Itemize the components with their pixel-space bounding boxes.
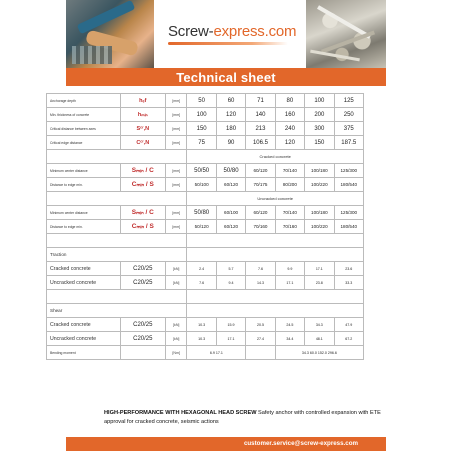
value-cell: 60 [216,94,245,108]
concrete-grade: C20/25 [120,332,165,346]
table-row [47,178,364,192]
value-cell: 240 [275,122,304,136]
bending-values-left: 6.9 17.1 [187,346,246,360]
row-label: Cracked concrete [47,262,121,276]
table-row [47,262,364,276]
table-row [47,318,364,332]
section-filler [47,290,187,304]
value-cell: 100 [187,108,216,122]
row-label: Uncracked concrete [47,276,121,290]
value-cell: 125/300 [334,206,363,220]
row-unit: [kN] [166,276,187,290]
value-cell: 250 [334,108,363,122]
value-cell: 15.9 [216,318,245,332]
value-cell: 160 [275,108,304,122]
section-row [47,192,364,206]
value-cell: 100/220 [305,178,334,192]
row-unit: [mm] [166,122,187,136]
value-cell: 120 [275,136,304,150]
concrete-grade: C20/25 [120,318,165,332]
value-cell: 9.9 [275,262,304,276]
row-symbol: Cₘᵢₙ / S [120,220,165,234]
table-row [47,122,364,136]
value-cell: 120 [216,108,245,122]
value-cell: 50/100 [187,178,216,192]
table-row [47,164,364,178]
blank-cell [120,346,165,360]
row-label: Distance to edge min. [47,178,121,192]
concrete-grade: C20/25 [120,262,165,276]
row-unit: [kN] [166,262,187,276]
value-cell: 150 [187,122,216,136]
table-row [47,136,364,150]
section-filler [187,304,364,318]
bending-values-right: 34.3 60.0 152.0 296.6 [275,346,363,360]
bending-row [47,346,364,360]
section-filler [187,248,364,262]
value-cell: 20.5 [246,318,275,332]
screws-photo [306,0,386,68]
row-unit: [mm] [166,220,187,234]
value-cell: 125 [334,94,363,108]
value-cell: 187.5 [334,136,363,150]
value-cell: 10.3 [187,318,216,332]
value-cell: 140 [246,108,275,122]
value-cell: 24.5 [275,318,304,332]
value-cell: 90 [216,136,245,150]
table-row [47,220,364,234]
value-cell: 70/160 [246,220,275,234]
value-cell: 300 [305,122,334,136]
value-cell: 60/120 [246,206,275,220]
value-cell: 70/160 [275,220,304,234]
section-title: Shear [47,304,187,318]
sheet-title: Technical sheet [176,69,276,85]
value-cell: 70/175 [246,178,275,192]
value-cell: 17.1 [305,262,334,276]
section-row [47,248,364,262]
value-cell: 150 [305,136,334,150]
value-cell: 27.4 [246,332,275,346]
value-cell: 375 [334,122,363,136]
value-cell: 67.2 [334,332,363,346]
section-title [187,290,364,304]
section-title: Traction [47,248,187,262]
value-cell: 213 [246,122,275,136]
value-cell: 23.8 [305,276,334,290]
value-cell: 70/140 [275,206,304,220]
value-cell: 9.4 [216,276,245,290]
value-cell: 70/140 [275,164,304,178]
table-row [47,94,364,108]
row-label: Anchorage depth [47,94,121,108]
value-cell: 100/180 [305,206,334,220]
value-cell: 14.3 [246,276,275,290]
page-header [66,0,386,68]
value-cell: 180/540 [334,220,363,234]
value-cell: 125/300 [334,164,363,178]
row-label: Minimum center distance [47,206,121,220]
product-description: HIGH-PERFORMANCE WITH HEXAGONAL HEAD SCREW Safety anchor with controlled expansion with ETE approval for cracked concrete, seismic actions [104,410,381,425]
row-unit: [kN] [166,332,187,346]
table-row [47,108,364,122]
row-unit: [mm] [166,108,187,122]
row-label: Uncracked concrete [47,332,121,346]
value-cell: 5.7 [216,262,245,276]
value-cell: 48.1 [305,332,334,346]
logo-swoosh [168,42,288,45]
value-cell: 60/120 [246,164,275,178]
section-row [47,304,364,318]
value-cell: 50/80 [216,164,245,178]
row-symbol: Cᶜʳ,N [120,136,165,150]
value-cell: 50 [187,94,216,108]
value-cell: 17.1 [275,276,304,290]
row-unit: [mm] [166,136,187,150]
row-symbol: hₑf [120,94,165,108]
value-cell: 180/540 [334,178,363,192]
page-footer [66,437,386,451]
value-cell: 71 [246,94,275,108]
value-cell: 17.1 [216,332,245,346]
row-label: Critical edge distance [47,136,121,150]
section-filler [47,150,187,164]
blank-cell [246,346,275,360]
value-cell: 60/100 [216,206,245,220]
row-label: Bending moment [47,346,121,360]
value-cell: 7.6 [187,276,216,290]
spec-table [46,93,364,360]
value-cell: 80/200 [275,178,304,192]
value-cell: 200 [305,108,334,122]
row-symbol: Sₘᵢₙ / C [120,164,165,178]
value-cell: 100/180 [305,164,334,178]
section-row [47,290,364,304]
table-row [47,332,364,346]
section-title [187,234,364,248]
row-label: Distance to edge min. [47,220,121,234]
row-unit: [mm] [166,206,187,220]
value-cell: 50/50 [187,164,216,178]
value-cell: 10.3 [187,332,216,346]
value-cell: 50/120 [187,220,216,234]
value-cell: 23.6 [334,262,363,276]
table-row [47,206,364,220]
value-cell: 60/120 [216,178,245,192]
table-row [47,276,364,290]
row-unit: [Nm] [166,346,187,360]
value-cell: 60/120 [216,220,245,234]
row-label: Min. thickness of concrete [47,108,121,122]
tools-photo [66,0,154,68]
value-cell: 75 [187,136,216,150]
row-symbol: Sᶜʳ,N [120,122,165,136]
brand-logo: Screw-express.com [168,23,297,40]
value-cell: 80 [275,94,304,108]
value-cell: 100/220 [305,220,334,234]
section-title: Cracked concrete [187,150,364,164]
value-cell: 33.3 [334,276,363,290]
section-row [47,234,364,248]
value-cell: 47.9 [334,318,363,332]
row-symbol: Cₘᵢₙ / S [120,178,165,192]
row-unit: [mm] [166,94,187,108]
footer-email[interactable]: customer.service@screw-express.com [243,440,358,447]
row-unit: [kN] [166,318,187,332]
section-filler [47,192,187,206]
row-unit: [mm] [166,164,187,178]
title-banner [66,68,386,86]
section-title: Uncracked concrete [187,192,364,206]
value-cell: 34.4 [275,332,304,346]
row-unit: [mm] [166,178,187,192]
row-symbol: hₘᵢₙ [120,108,165,122]
value-cell: 7.6 [246,262,275,276]
section-filler [47,234,187,248]
row-label: Cracked concrete [47,318,121,332]
row-label: Critical distance between axes [47,122,121,136]
row-label: Minimum center distance [47,164,121,178]
value-cell: 50/80 [187,206,216,220]
row-symbol: Sₘᵢₙ / C [120,206,165,220]
concrete-grade: C20/25 [120,276,165,290]
value-cell: 100 [305,94,334,108]
value-cell: 2.4 [187,262,216,276]
value-cell: 180 [216,122,245,136]
value-cell: 106.5 [246,136,275,150]
value-cell: 34.3 [305,318,334,332]
section-row [47,150,364,164]
